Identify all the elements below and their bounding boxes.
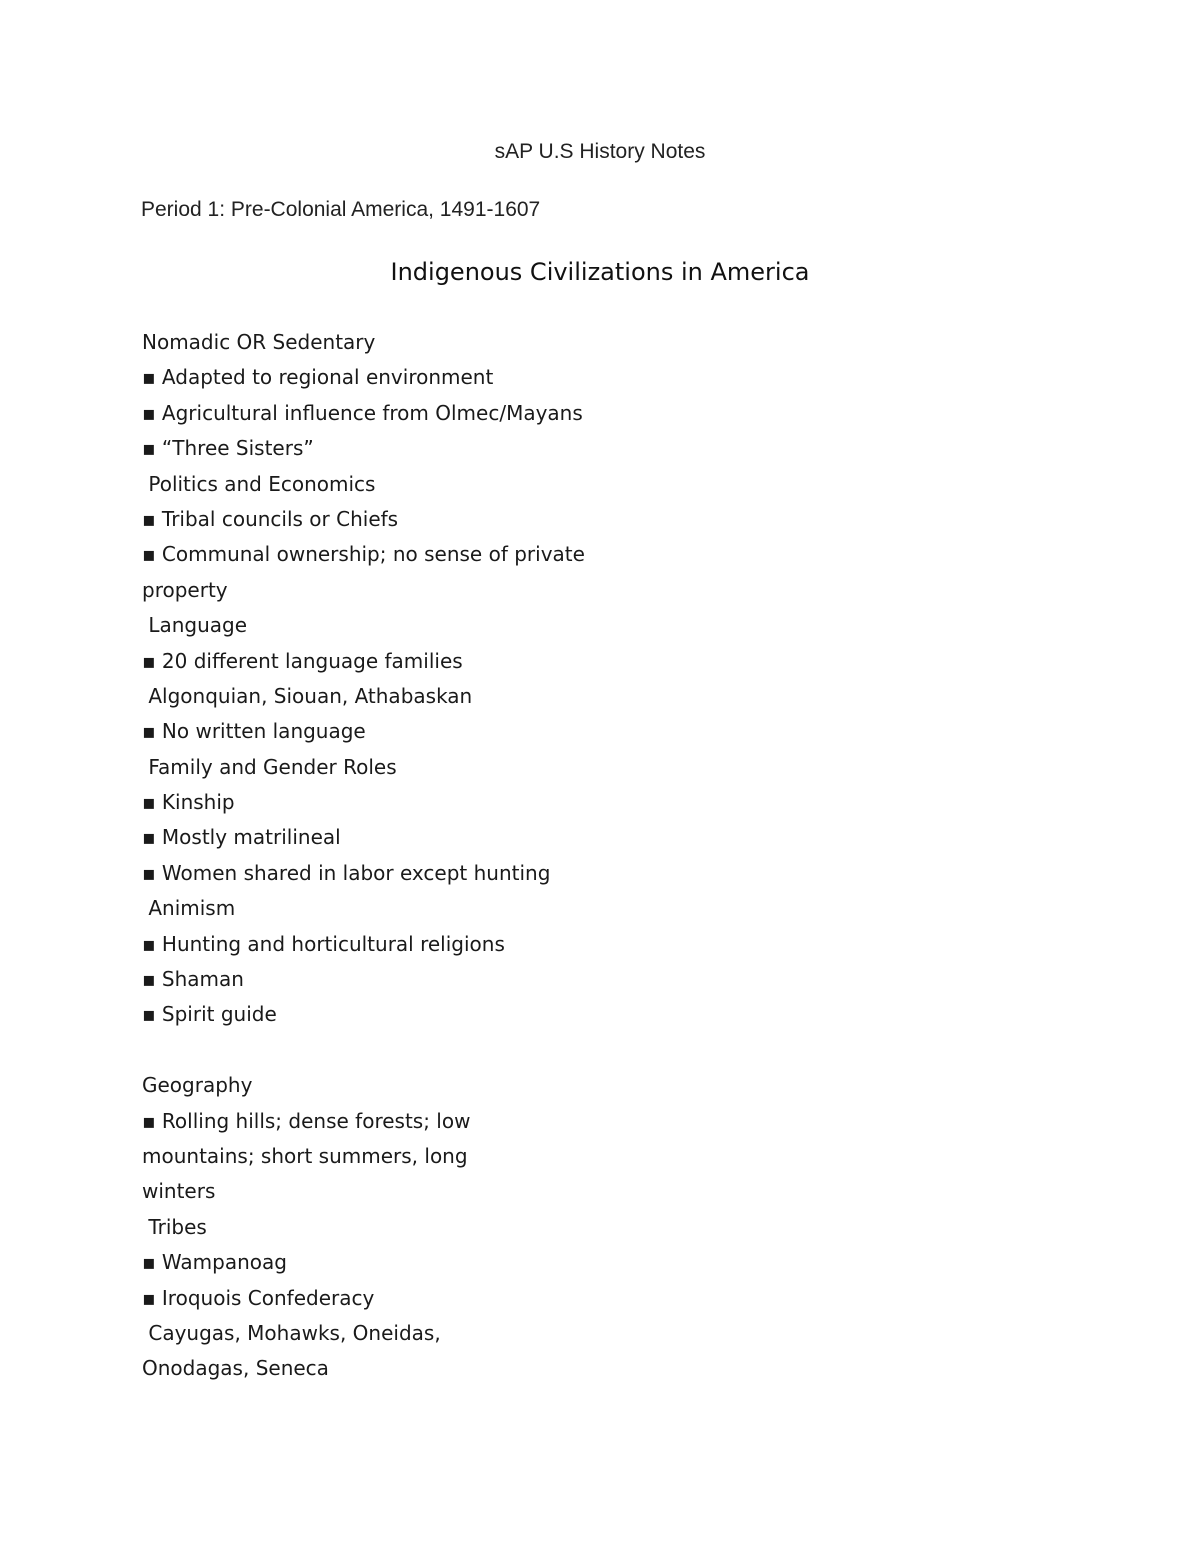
note-line: Tribes xyxy=(142,1214,207,1239)
note-line: winters xyxy=(142,1179,216,1204)
note-line: Nomadic OR Sedentary xyxy=(142,330,376,354)
section-heading: Indigenous Civilizations in America xyxy=(390,258,810,286)
note-line: ▪ Hunting and horticultural religions xyxy=(142,931,505,956)
note-line: ▪ Agricultural influence from Olmec/Mayans xyxy=(142,400,583,425)
note-line: Algonquian, Siouan, Athabaskan xyxy=(142,683,473,708)
note-line: ▪ “Three Sisters” xyxy=(142,436,314,461)
note-line: ▪ Adapted to regional environment xyxy=(142,365,494,390)
note-line: ▪ Wampanoag xyxy=(142,1250,287,1275)
note-line: Language xyxy=(142,613,248,638)
note-line: ▪ Mostly matrilineal xyxy=(142,825,341,850)
note-line: ▪ 20 different language families xyxy=(142,648,463,673)
period-title: Period 1: Pre-Colonial America, 1491-1607 xyxy=(141,198,541,221)
note-line: Animism xyxy=(142,896,236,921)
note-line: mountains; short summers, long xyxy=(142,1143,468,1168)
note-line: ▪ Women shared in labor except hunting xyxy=(142,860,551,885)
note-line: property xyxy=(142,577,228,602)
note-line: ▪ Tribal councils or Chiefs xyxy=(142,506,399,531)
note-line: Politics and Economics xyxy=(142,471,376,496)
blank-line xyxy=(142,1033,842,1068)
note-line: ▪ Spirit guide xyxy=(142,1002,277,1027)
note-line: ▪ Iroquois Confederacy xyxy=(142,1285,375,1310)
note-line: ▪ Rolling hills; dense forests; low xyxy=(142,1108,471,1133)
note-line: Cayugas, Mohawks, Oneidas, xyxy=(142,1320,441,1345)
note-line: ▪ Kinship xyxy=(142,790,235,815)
note-line: Family and Gender Roles xyxy=(142,754,397,779)
note-line: Onodagas, Seneca xyxy=(142,1356,329,1381)
note-line: Geography xyxy=(142,1073,253,1098)
notes-list xyxy=(142,325,842,1387)
note-line: ▪ Communal ownership; no sense of private xyxy=(142,542,585,567)
note-line: ▪ Shaman xyxy=(142,967,244,992)
document-header: sAP U.S History Notes xyxy=(494,140,706,163)
note-line: ▪ No written language xyxy=(142,719,366,744)
